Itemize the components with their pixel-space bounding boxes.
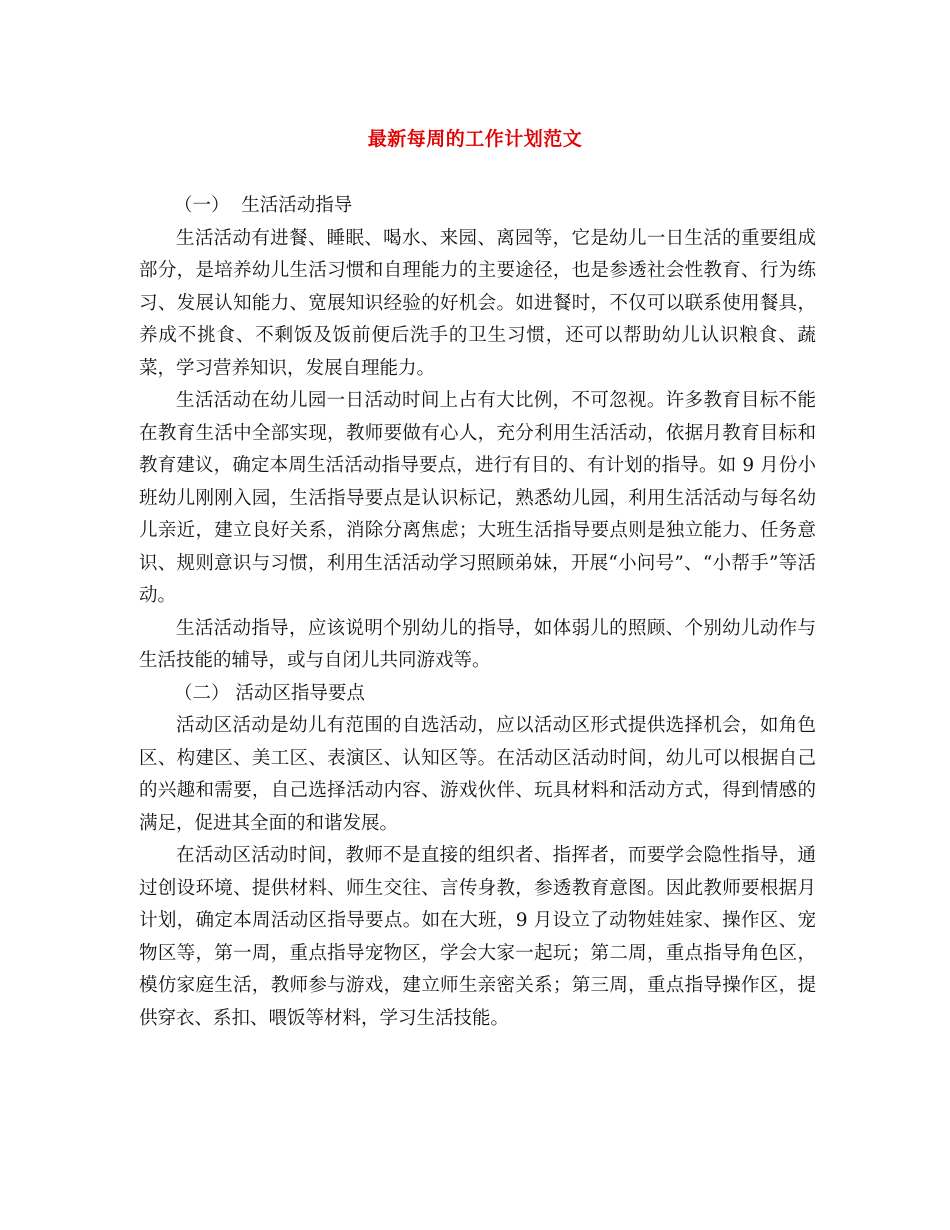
paragraph: 生活活动在幼儿园一日活动时间上占有大比例，不可忽视。许多教育目标不能在教育生活中全部实现，教师要做有心人，充分利用生活活动，依据月教育目标和教育建议，确定本周生活活动指导要点，进行有目的、有计划的指导。如 9 月份小班幼儿刚刚入园，生活指导要点是认识标记，熟悉幼儿园，利用生活活动与每名幼儿亲近，建立良好关系，消除分离焦虑；大班生活指导要点则是独立能力、任务意识、规则意识与习惯，利用生活活动学习照顾弟妹，开展“小问号”、“小帮手”等活动。	[139, 390, 816, 606]
paragraph: 生活活动指导，应该说明个别幼儿的指导，如体弱儿的照顾、个别幼儿动作与生活技能的辅导，或与自闭儿共同游戏等。	[139, 617, 816, 671]
section-heading: （一） 生活活动指导	[174, 195, 353, 216]
paragraph: 生活活动有进餐、睡眠、喝水、来园、离园等，它是幼儿一日生活的重要组成部分，是培养幼儿生活习惯和自理能力的主要途径，也是参透社会性教育、行为练习、发展认知能力、宽展知识经验的好机会。如进餐时，不仅可以联系使用餐具，养成不挑食、不剩饭及饭前便后洗手的卫生习惯，还可以帮助幼儿认识粮食、蔬菜，学习营养知识，发展自理能力。	[139, 227, 816, 379]
paragraph: 在活动区活动时间，教师不是直接的组织者、指挥者，而要学会隐性指导，通过创设环境、提供材料、师生交往、言传身教，参透教育意图。因此教师要根据月计划，确定本周活动区指导要点。如在大班，9 月设立了动物娃娃家、操作区、宠物区等，第一周，重点指导宠物区，学会大家一起玩；第二周，重点指导角色区，模仿家庭生活，教师参与游戏，建立师生亲密关系；第三周，重点指导操作区，提供穿衣、系扣、喂饭等材料，学习生活技能。	[139, 845, 816, 1029]
document-title: 最新每周的工作计划范文	[367, 128, 583, 150]
document-body	[139, 190, 816, 1035]
paragraph: 活动区活动是幼儿有范围的自选活动，应以活动区形式提供选择机会，如角色区、构建区、美工区、表演区、认知区等。在活动区活动时间，幼儿可以根据自己的兴趣和需要，自己选择活动内容、游戏伙伴、玩具材料和活动方式，得到情感的满足，促进其全面的和谐发展。	[139, 715, 816, 834]
section-heading: （二） 活动区指导要点	[174, 682, 365, 704]
